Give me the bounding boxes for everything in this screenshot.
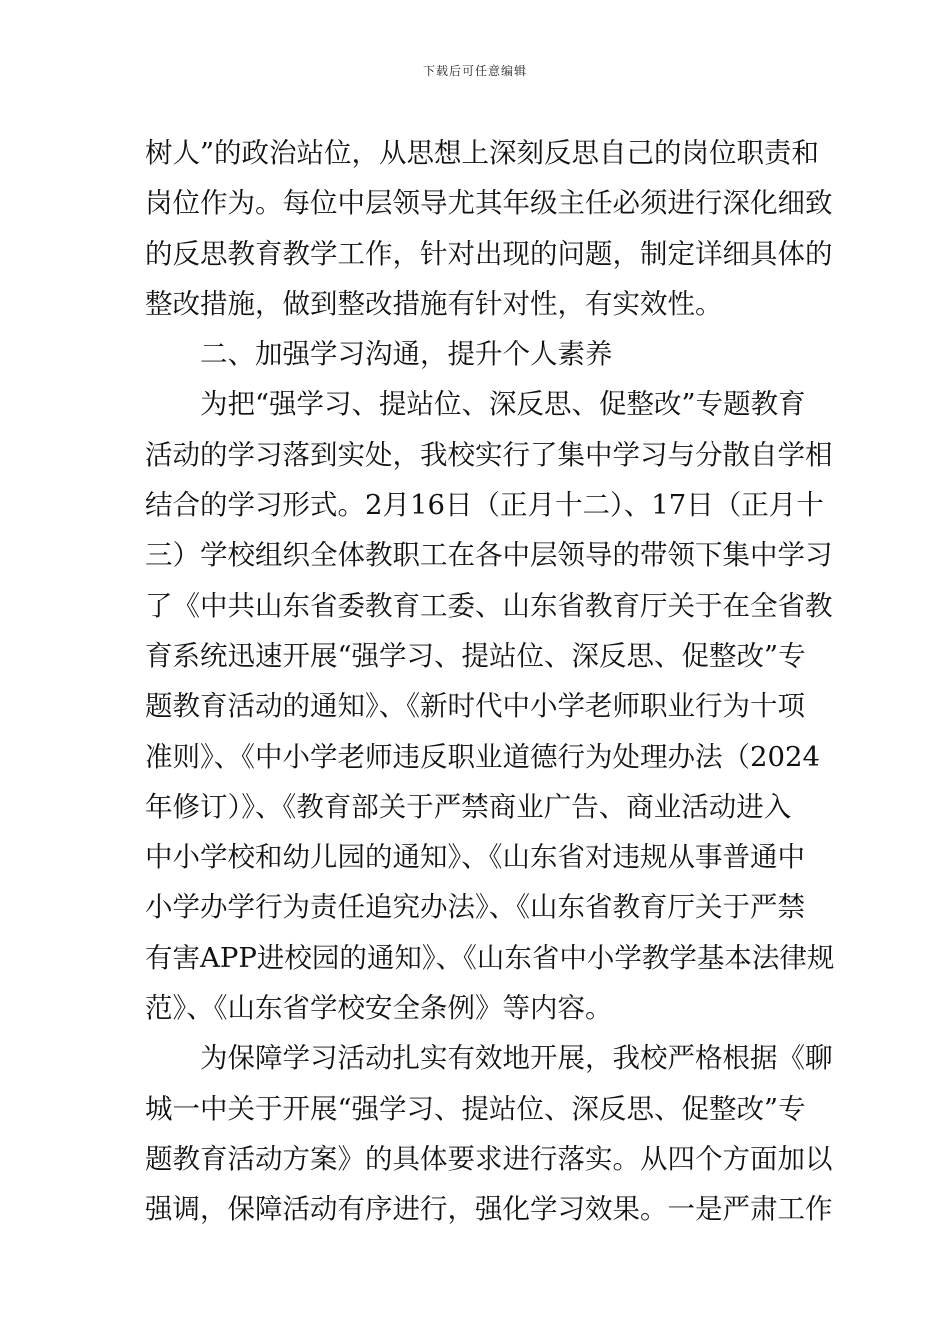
paragraph-3 (145, 1033, 833, 1234)
section-heading (145, 329, 805, 379)
text-line: 有害APP进校园的通知》、《山东省中小学教学基本法律规 (145, 941, 835, 974)
paragraph-2 (145, 379, 835, 1033)
text-line: 城一中关于开展“强学习、提站位、深反思、促整改”专 (145, 1092, 806, 1125)
text-line: 岗位作为。每位中层领导尤其年级主任必须进行深化细致 (145, 187, 833, 220)
text-line: 三）学校组织全体教职工在各中层领导的带领下集中学习 (145, 539, 833, 572)
text-line: 题教育活动方案》的具体要求进行落实。从四个方面加以 (145, 1142, 833, 1175)
text-line: 整改措施，做到整改措施有针对性，有实效性。 (145, 287, 723, 320)
text-line: 结合的学习形式。2月16日（正月十二）、17日（正月十 (145, 489, 824, 522)
paragraph-1 (145, 128, 833, 329)
text-line: 为把“强学习、提站位、深反思、促整改”专题教育 (200, 388, 806, 421)
document-body (145, 128, 835, 1235)
text-line: 中小学校和幼儿园的通知》、《山东省对违规从事普通中 (145, 841, 805, 874)
text-line: 年修订）》、《教育部关于严禁商业广告、商业活动进入 (145, 790, 792, 823)
header-note: 下载后可任意编辑 (422, 64, 527, 78)
text-line: 强调，保障活动有序进行，强化学习效果。一是严肃工作 (145, 1193, 833, 1226)
text-line: 的反思教育教学工作，针对出现的问题，制定详细具体的 (145, 237, 833, 270)
text-line: 准则》、《中小学老师违反职业道德行为处理办法（2024 (145, 740, 820, 773)
text-line: 范》、《山东省学校安全条例》等内容。 (145, 992, 613, 1025)
text-line: 树人”的政治站位，从思想上深刻反思自己的岗位职责和 (145, 137, 820, 169)
text-line: 活动的学习落到实处，我校实行了集中学习与分散自学相 (145, 438, 833, 471)
text-line: 了《中共山东省委教育工委、山东省教育厅关于在全省教 (145, 589, 833, 622)
text-line: 题教育活动的通知》、《新时代中小学老师职业行为十项 (145, 690, 805, 723)
text-line: 为保障学习活动扎实有效地开展，我校严格根据《聊 (200, 1042, 833, 1075)
section-heading-text: 二、加强学习沟通，提升个人素养 (200, 338, 613, 371)
text-line: 小学办学行为责任追究办法》、《山东省教育厅关于严禁 (145, 891, 805, 924)
text-line: 育系统迅速开展“强学习、提站位、深反思、促整改”专 (145, 639, 806, 672)
